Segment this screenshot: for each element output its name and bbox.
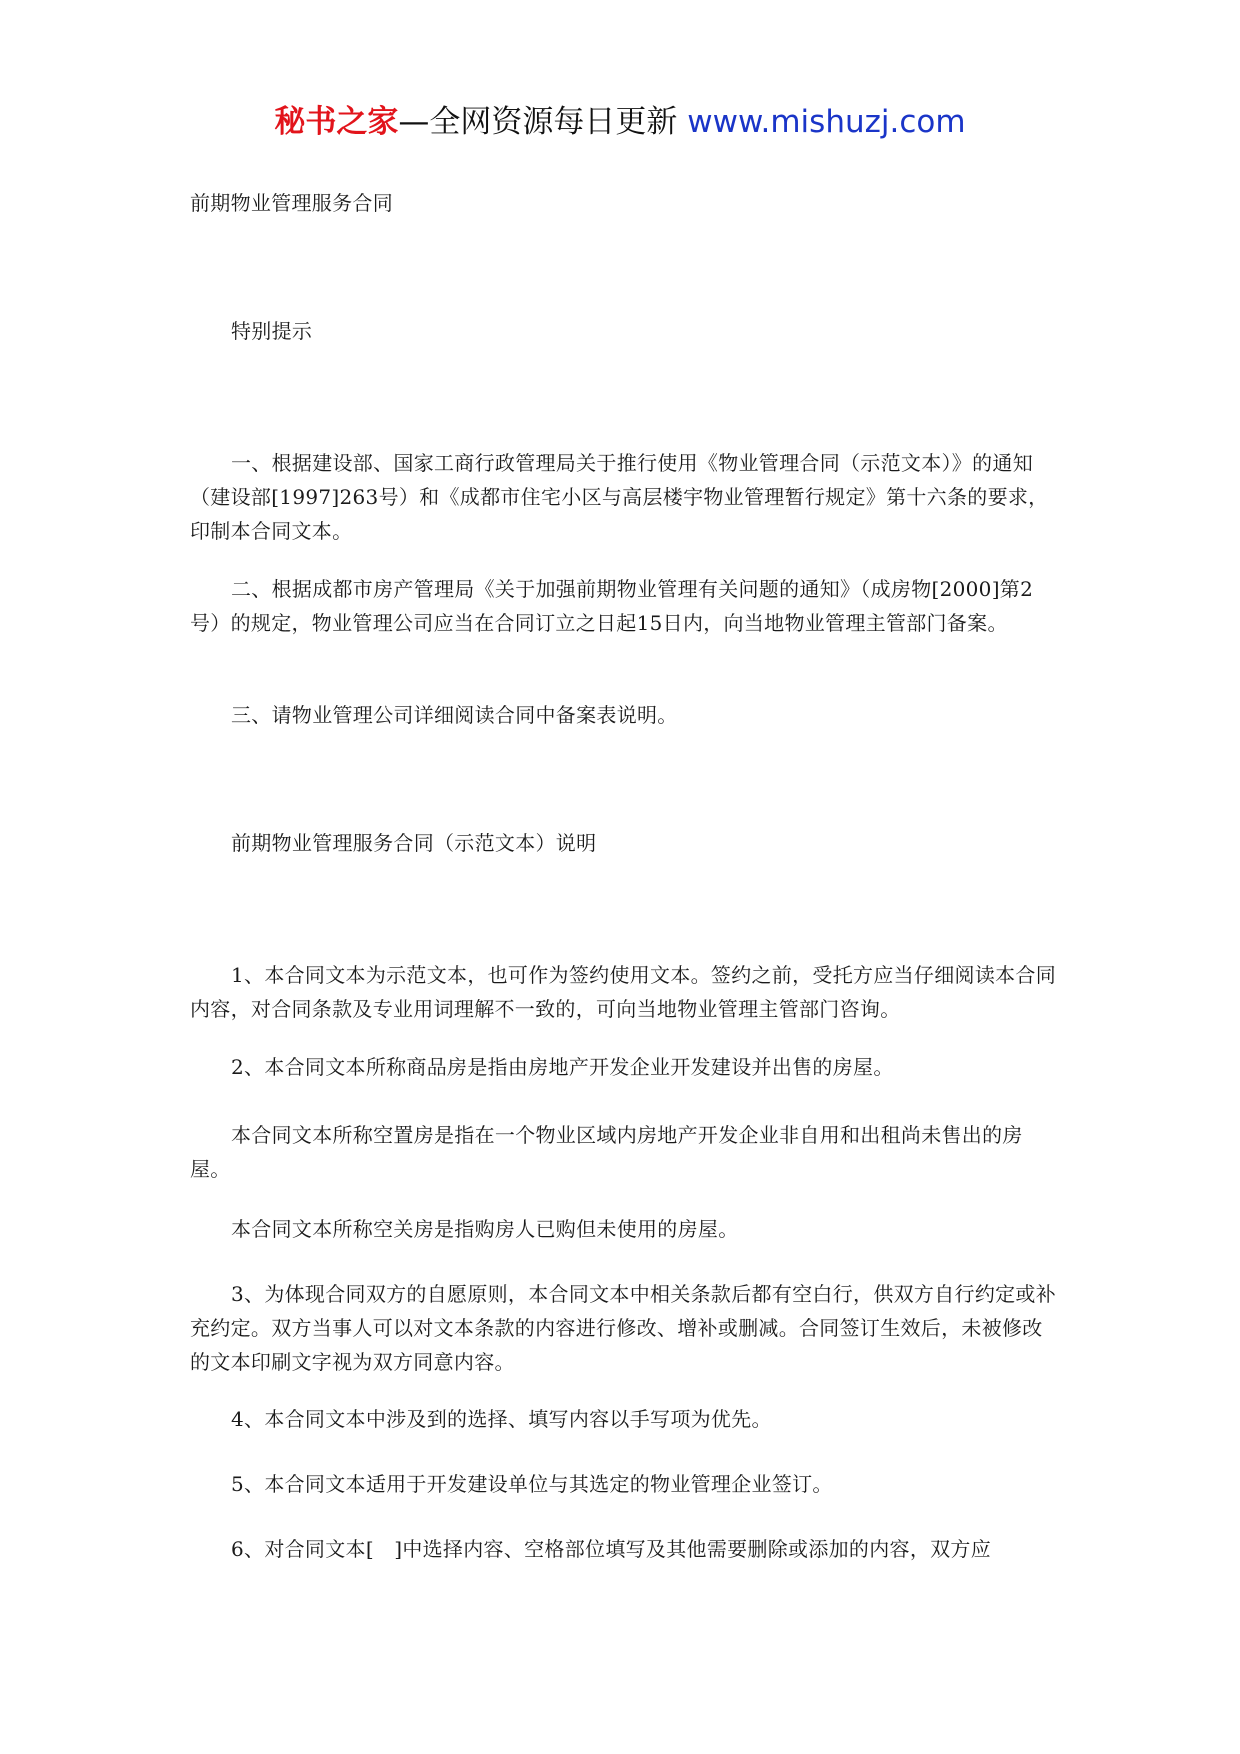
site-brand: 秘书之家 (274, 104, 399, 140)
site-url-link[interactable]: www.mishuzj.com (687, 104, 966, 140)
site-tagline: —全网资源每日更新 (398, 104, 678, 140)
explain-heading: 前期物业管理服务合同（示范文本）说明 (231, 831, 597, 855)
notice-paragraph-1: 一、根据建设部、国家工商行政管理局关于推行使用《物业管理合同（示范文本）》的通知（建设部[1997]263号）和《成都市住宅小区与高层楼宇物业管理暂行规定》第十六条的要求，印制本合同文本。 (190, 451, 1049, 543)
document-title: 前期物业管理服务合同 (190, 191, 393, 215)
site-header-banner (0, 100, 1240, 144)
notice-paragraph-2: 二、根据成都市房产管理局《关于加强前期物业管理有关问题的通知》（成房物[2000]第2号）的规定，物业管理公司应当在合同订立之日起15日内，向当地物业管理主管部门备案。 (190, 577, 1034, 635)
explain-item-5: 5、本合同文本适用于开发建设单位与其选定的物业管理企业签订。 (231, 1472, 833, 1496)
explain-item-1: 1、本合同文本为示范文本，也可作为签约使用文本。签约之前，受托方应当仔细阅读本合同内容，对合同条款及专业用词理解不一致的，可向当地物业管理主管部门咨询。 (190, 963, 1057, 1021)
explain-item-2: 2、本合同文本所称商品房是指由房地产开发企业开发建设并出售的房屋。 (231, 1055, 894, 1079)
explain-item-2-vacant: 本合同文本所称空置房是指在一个物业区域内房地产开发企业非自用和出租尚未售出的房屋。 (190, 1123, 1023, 1181)
explain-item-6: 6、对合同文本[ ]中选择内容、空格部位填写及其他需要删除或添加的内容，双方应 (231, 1537, 992, 1561)
notice-paragraph-3: 三、请物业管理公司详细阅读合同中备案表说明。 (231, 703, 678, 727)
explain-item-2-unused: 本合同文本所称空关房是指购房人已购但未使用的房屋。 (231, 1217, 739, 1241)
explain-item-4: 4、本合同文本中涉及到的选择、填写内容以手写项为优先。 (231, 1407, 772, 1431)
explain-item-3: 3、为体现合同双方的自愿原则，本合同文本中相关条款后都有空白行，供双方自行约定或补充约定。双方当事人可以对文本条款的内容进行修改、增补或删减。合同签订生效后，未被修改的文本印刷文字视为双方同意内容。 (190, 1282, 1057, 1374)
notice-heading: 特别提示 (231, 319, 313, 343)
